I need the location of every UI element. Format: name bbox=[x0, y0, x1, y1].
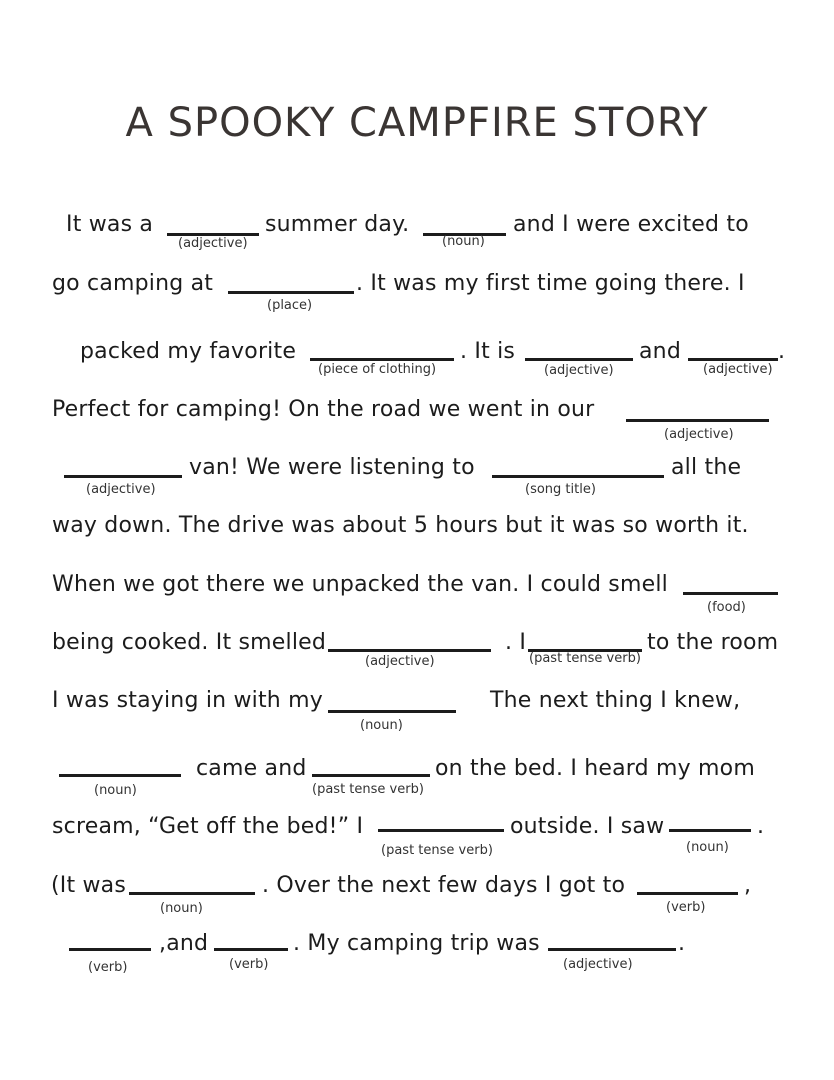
blank-label: (food) bbox=[707, 600, 746, 615]
blank-label: (adjective) bbox=[703, 362, 773, 377]
blank-label: (song title) bbox=[525, 482, 596, 497]
story-text: . bbox=[778, 339, 786, 364]
story-text: . It is bbox=[460, 339, 516, 364]
blank-verb[interactable] bbox=[214, 948, 288, 951]
story-text: and bbox=[639, 339, 681, 364]
blank-label: (place) bbox=[267, 298, 313, 313]
story-text: Perfect for camping! On the road we went in our bbox=[52, 397, 595, 422]
blank-past-tense-verb[interactable] bbox=[378, 829, 504, 832]
story-text: . I bbox=[505, 630, 527, 655]
story-text: to the room bbox=[647, 630, 779, 655]
blank-place[interactable] bbox=[228, 291, 354, 294]
blank-verb[interactable] bbox=[637, 892, 738, 895]
story-text: I was staying in with my bbox=[52, 688, 323, 713]
blank-label: (verb) bbox=[88, 960, 128, 975]
blank-adjective[interactable] bbox=[626, 419, 769, 422]
story-text: way down. The drive was about 5 hours but it was so worth it. bbox=[52, 513, 749, 538]
blank-food[interactable] bbox=[683, 592, 778, 595]
story-text: go camping at bbox=[52, 271, 214, 296]
blank-label: (verb) bbox=[666, 900, 706, 915]
blank-verb[interactable] bbox=[69, 948, 151, 951]
story-text: (It was bbox=[51, 873, 127, 898]
blank-noun[interactable] bbox=[669, 829, 751, 832]
blank-label: (noun) bbox=[160, 901, 203, 916]
story-text: packed my favorite bbox=[80, 339, 297, 364]
blank-adjective[interactable] bbox=[688, 358, 778, 361]
blank-label: (noun) bbox=[442, 234, 485, 249]
story-text: scream, “Get off the bed!” I bbox=[52, 814, 364, 839]
story-text: When we got there we unpacked the van. I could smell bbox=[52, 572, 668, 597]
blank-past-tense-verb[interactable] bbox=[312, 774, 430, 777]
story-text: . bbox=[757, 814, 765, 839]
blank-label: (past tense verb) bbox=[529, 651, 641, 666]
blank-noun[interactable] bbox=[59, 774, 181, 777]
story-text: ,and bbox=[159, 931, 209, 956]
blank-clothing[interactable] bbox=[310, 358, 454, 361]
blank-adjective[interactable] bbox=[64, 475, 182, 478]
story-text: came and bbox=[196, 756, 307, 781]
blank-label: (piece of clothing) bbox=[318, 362, 437, 377]
blank-label: (past tense verb) bbox=[312, 782, 424, 797]
blank-label: (verb) bbox=[229, 957, 269, 972]
blank-label: (noun) bbox=[360, 718, 403, 733]
story-text: being cooked. It smelled bbox=[52, 630, 327, 655]
blank-adjective[interactable] bbox=[548, 948, 676, 951]
story-text: . My camping trip was bbox=[293, 931, 540, 956]
blank-adjective[interactable] bbox=[328, 649, 491, 652]
story-text: all the bbox=[671, 455, 742, 480]
blank-label: (adjective) bbox=[664, 427, 734, 442]
blank-song-title[interactable] bbox=[492, 475, 664, 478]
blank-label: (adjective) bbox=[178, 236, 248, 251]
blank-label: (noun) bbox=[686, 840, 729, 855]
blank-label: (past tense verb) bbox=[381, 843, 493, 858]
story-text: on the bed. I heard my mom bbox=[435, 756, 755, 781]
blank-label: (noun) bbox=[94, 783, 137, 798]
story-text: . Over the next few days I got to bbox=[262, 873, 626, 898]
blank-label: (adjective) bbox=[544, 363, 614, 378]
blank-noun[interactable] bbox=[328, 710, 456, 713]
story-text: , bbox=[744, 873, 752, 898]
story-text: and I were excited to bbox=[513, 212, 749, 237]
blank-adjective[interactable] bbox=[525, 358, 633, 361]
story-text: van! We were listening to bbox=[189, 455, 475, 480]
page-title: A SPOOKY CAMPFIRE STORY bbox=[125, 100, 709, 146]
story-text: . It was my first time going there. I bbox=[356, 271, 745, 296]
story-text: outside. I saw bbox=[510, 814, 665, 839]
story-text: . bbox=[678, 931, 686, 956]
story-text: It was a bbox=[66, 212, 154, 237]
blank-label: (adjective) bbox=[563, 957, 633, 972]
blank-label: (adjective) bbox=[86, 482, 156, 497]
blank-noun[interactable] bbox=[129, 892, 255, 895]
blank-label: (adjective) bbox=[365, 654, 435, 669]
story-text: The next thing I knew, bbox=[490, 688, 741, 713]
story-text: summer day. bbox=[265, 212, 410, 237]
